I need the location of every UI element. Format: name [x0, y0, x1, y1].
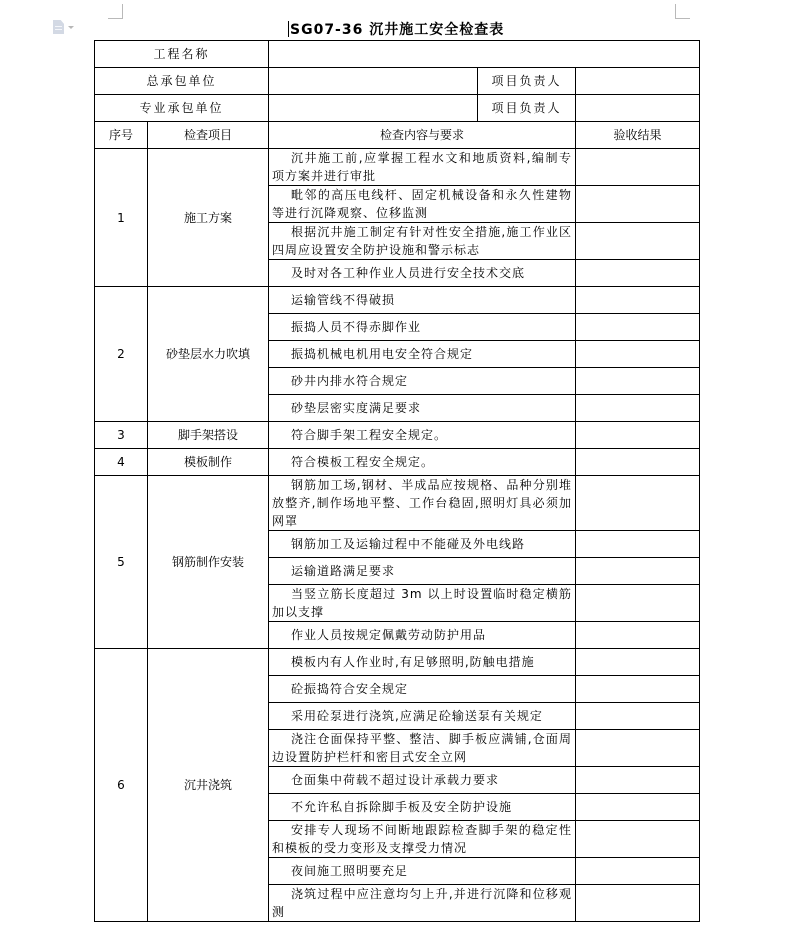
section-item: 脚手架搭设: [148, 422, 269, 449]
page-corner-mark-right: [675, 4, 690, 19]
check-content: 采用砼泵进行浇筑,应满足砼输送泵有关规定: [269, 703, 576, 730]
page-title-text: SG07-36 沉井施工安全检查表: [290, 22, 505, 38]
specialty-contractor-row: [95, 95, 700, 122]
acceptance-result-cell[interactable]: [576, 287, 700, 314]
project-manager-label: 项目负责人: [478, 68, 576, 95]
specialty-contractor-label: 专业承包单位: [95, 95, 269, 122]
section-number: 1: [95, 149, 148, 287]
acceptance-result-cell[interactable]: [576, 622, 700, 649]
acceptance-result-cell[interactable]: [576, 149, 700, 186]
section-number: 4: [95, 449, 148, 476]
check-content: 毗邻的高压电线杆、固定机械设备和永久性建物等进行沉降观察、位移监测: [269, 186, 576, 223]
document-menu-button[interactable]: [53, 18, 79, 36]
project-manager-label: 项目负责人: [478, 95, 576, 122]
general-contractor-field[interactable]: [269, 68, 478, 95]
specialty-contractor-field[interactable]: [269, 95, 478, 122]
check-content: 振捣人员不得赤脚作业: [269, 314, 576, 341]
check-content: 作业人员按规定佩戴劳动防护用品: [269, 622, 576, 649]
section-item: 施工方案: [148, 149, 269, 287]
section-item: 模板制作: [148, 449, 269, 476]
check-content: 符合脚手架工程安全规定。: [269, 422, 576, 449]
acceptance-result-cell[interactable]: [576, 395, 700, 422]
check-row: [95, 287, 700, 314]
check-content: 砼振捣符合安全规定: [269, 676, 576, 703]
check-row: [95, 422, 700, 449]
acceptance-result-cell[interactable]: [576, 585, 700, 622]
page-title: [288, 19, 504, 39]
acceptance-result-cell[interactable]: [576, 558, 700, 585]
check-content: 运输道路满足要求: [269, 558, 576, 585]
check-content: 钢筋加工及运输过程中不能碰及外电线路: [269, 531, 576, 558]
check-content: 砂垫层密实度满足要求: [269, 395, 576, 422]
check-content: 安排专人现场不间断地跟踪检查脚手架的稳定性和模板的受力变形及支撑受力情况: [269, 821, 576, 858]
project-manager-field[interactable]: [576, 95, 700, 122]
section-number: 3: [95, 422, 148, 449]
project-manager-field[interactable]: [576, 68, 700, 95]
acceptance-result-cell[interactable]: [576, 821, 700, 858]
acceptance-result-cell[interactable]: [576, 676, 700, 703]
check-content: 浇筑过程中应注意均匀上升,并进行沉降和位移观测: [269, 885, 576, 922]
check-content: 振捣机械电机用电安全符合规定: [269, 341, 576, 368]
caret-down-icon: [68, 26, 74, 29]
acceptance-result-cell[interactable]: [576, 260, 700, 287]
acceptance-result-cell[interactable]: [576, 858, 700, 885]
safety-check-table: [94, 40, 700, 922]
section-number: 5: [95, 476, 148, 649]
check-row: [95, 476, 700, 531]
acceptance-result-cell[interactable]: [576, 531, 700, 558]
check-content: 根据沉井施工制定有针对性安全措施,施工作业区四周应设置安全防护设施和警示标志: [269, 223, 576, 260]
acceptance-result-cell[interactable]: [576, 223, 700, 260]
check-content: 仓面集中荷载不超过设计承载力要求: [269, 767, 576, 794]
column-header-item: 检查项目: [148, 122, 269, 149]
acceptance-result-cell[interactable]: [576, 476, 700, 531]
section-item: 钢筋制作安装: [148, 476, 269, 649]
section-number: 6: [95, 649, 148, 922]
section-item: 砂垫层水力吹填: [148, 287, 269, 422]
project-name-row: [95, 41, 700, 68]
acceptance-result-cell[interactable]: [576, 341, 700, 368]
column-header-no: 序号: [95, 122, 148, 149]
page-corner-mark-left: [108, 4, 123, 19]
check-content: 运输管线不得破损: [269, 287, 576, 314]
acceptance-result-cell[interactable]: [576, 422, 700, 449]
section-number: 2: [95, 287, 148, 422]
acceptance-result-cell[interactable]: [576, 649, 700, 676]
check-row: [95, 449, 700, 476]
column-header-result: 验收结果: [576, 122, 700, 149]
check-content: 夜间施工照明要充足: [269, 858, 576, 885]
check-row: [95, 649, 700, 676]
check-content: 钢筋加工场,钢材、半成品应按规格、品种分别堆放整齐,制作场地平整、工作台稳固,照明灯具必须加网罩: [269, 476, 576, 531]
check-content: 沉井施工前,应掌握工程水文和地质资料,编制专项方案并进行审批: [269, 149, 576, 186]
acceptance-result-cell[interactable]: [576, 767, 700, 794]
check-row: [95, 149, 700, 186]
general-contractor-label: 总承包单位: [95, 68, 269, 95]
document-icon: [53, 20, 64, 34]
acceptance-result-cell[interactable]: [576, 703, 700, 730]
check-content: 及时对各工种作业人员进行安全技术交底: [269, 260, 576, 287]
acceptance-result-cell[interactable]: [576, 186, 700, 223]
check-content: 模板内有人作业时,有足够照明,防触电措施: [269, 649, 576, 676]
check-content: 符合模板工程安全规定。: [269, 449, 576, 476]
acceptance-result-cell[interactable]: [576, 368, 700, 395]
check-content: 浇注仓面保持平整、整洁、脚手板应满铺,仓面周边设置防护栏杆和密目式安全立网: [269, 730, 576, 767]
column-header-content: 检查内容与要求: [269, 122, 576, 149]
check-content: 不允许私自拆除脚手板及安全防护设施: [269, 794, 576, 821]
acceptance-result-cell[interactable]: [576, 885, 700, 922]
acceptance-result-cell[interactable]: [576, 314, 700, 341]
project-name-field[interactable]: [269, 41, 700, 68]
column-header-row: [95, 122, 700, 149]
acceptance-result-cell[interactable]: [576, 449, 700, 476]
check-content: 砂井内排水符合规定: [269, 368, 576, 395]
text-cursor: [288, 21, 289, 37]
project-name-label: 工程名称: [95, 41, 269, 68]
acceptance-result-cell[interactable]: [576, 730, 700, 767]
acceptance-result-cell[interactable]: [576, 794, 700, 821]
general-contractor-row: [95, 68, 700, 95]
check-content: 当竖立筋长度超过 3m 以上时设置临时稳定横筋加以支撑: [269, 585, 576, 622]
section-item: 沉井浇筑: [148, 649, 269, 922]
